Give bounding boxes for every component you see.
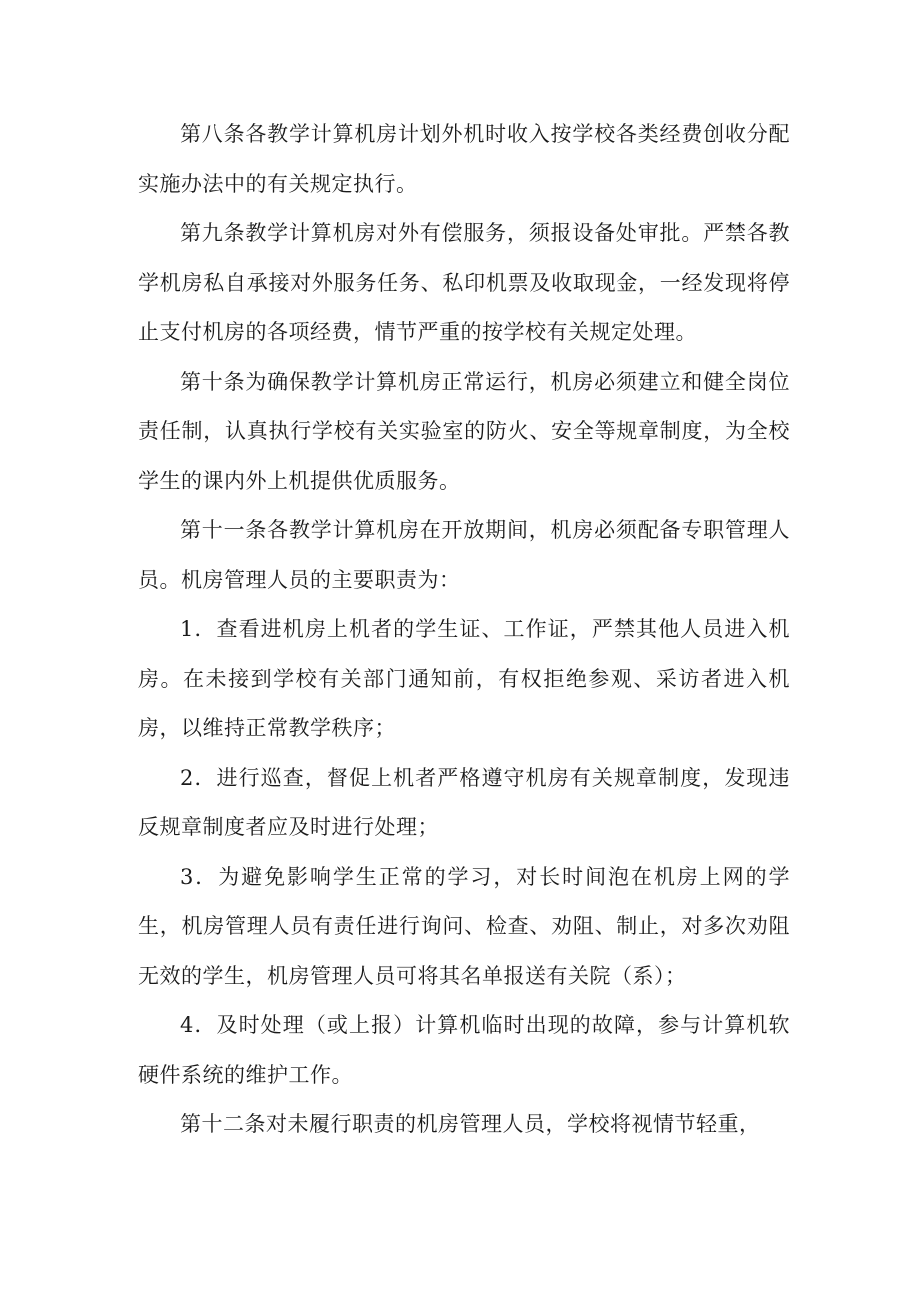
- paragraph-article-10: 第十条为确保教学计算机房正常运行，机房必须建立和健全岗位责任制，认真执行学校有关实验室的防火、安全等规章制度，为全校学生的课内外上机提供优质服务。: [138, 369, 790, 493]
- paragraph-article-9: 第九条教学计算机房对外有偿服务，须报设备处审批。严禁各教学机房私自承接对外服务任务、私印机票及收取现金，一经发现将停止支付机房的各项经费，情节严重的按学校有关规定处理。: [138, 221, 790, 344]
- list-item-duty-4: 4．及时处理（或上报）计算机临时出现的故障，参与计算机软硬件系统的维护工作。: [138, 1013, 790, 1087]
- paragraph-article-11: 第十一条各教学计算机房在开放期间，机房必须配备专职管理人员。机房管理人员的主要职责为：: [138, 518, 790, 592]
- paragraph-article-8: 第八条各教学计算机房计划外机时收入按学校各类经费创收分配实施办法中的有关规定执行。: [138, 122, 790, 196]
- document-body: [138, 110, 790, 1150]
- paragraph-article-12: 第十二条对未履行职责的机房管理人员，学校将视情节轻重，: [180, 1112, 761, 1136]
- list-item-duty-1: 1．查看进机房上机者的学生证、工作证，严禁其他人员进入机房。在未接到学校有关部门通知前，有权拒绝参观、采访者进入机房，以维持正常教学秩序；: [138, 617, 790, 740]
- list-item-duty-3: 3．为避免影响学生正常的学习，对长时间泡在机房上网的学生，机房管理人员有责任进行询问、检查、劝阻、制止，对多次劝阻无效的学生，机房管理人员可将其名单报送有关院（系）；: [138, 864, 790, 988]
- list-item-duty-2: 2．进行巡查，督促上机者严格遵守机房有关规章制度，发现违反规章制度者应及时进行处理；: [138, 765, 790, 839]
